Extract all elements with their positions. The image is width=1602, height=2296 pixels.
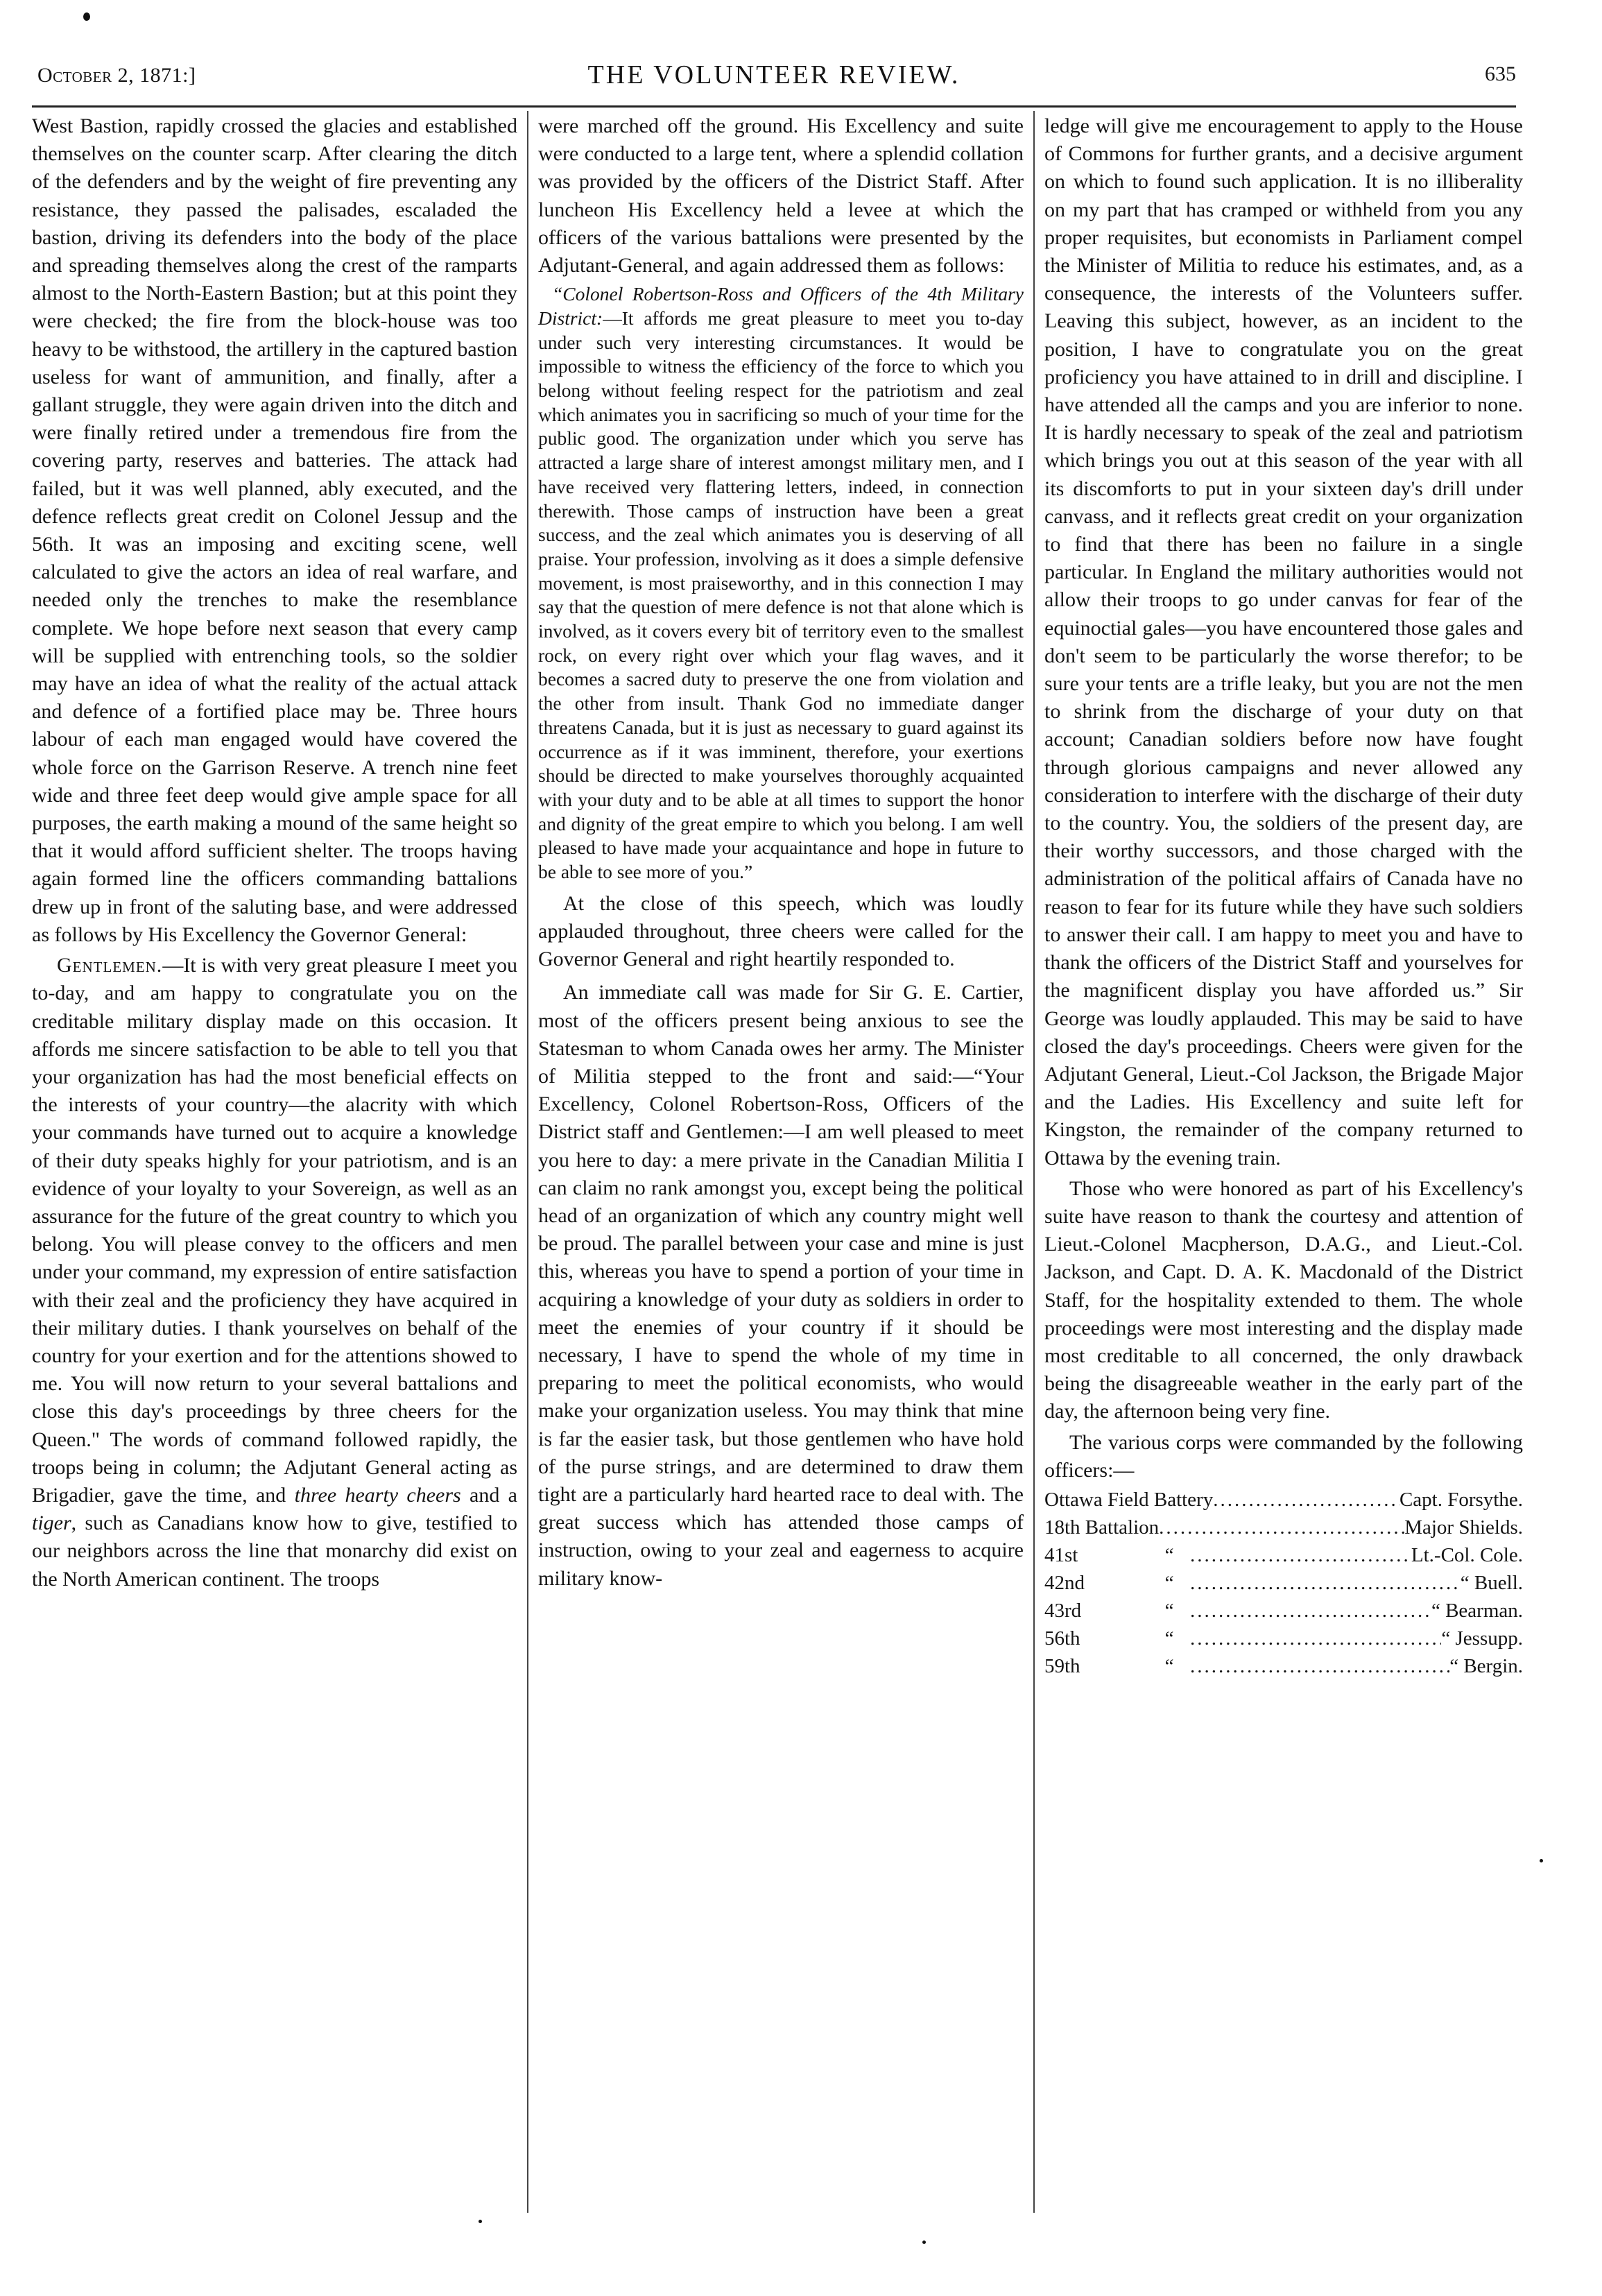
ink-speck [1540, 1859, 1543, 1862]
roster-row [1044, 1486, 1523, 1514]
salutation: Gentlemen. [57, 954, 163, 977]
roster-unit: 59th [1044, 1654, 1080, 1677]
roster-officer: “ Bearman. [1431, 1599, 1523, 1622]
roster-row: 42nd “ ..... “ Buell. [1044, 1569, 1523, 1597]
roster-officer: “ Bergin. [1449, 1654, 1523, 1677]
ink-speck [83, 12, 90, 21]
body-paragraph: Those who were honored as part of his Excellency's suite have reason to thank the courtesy and attention of Lieut.-Colonel Macpherson, D.A.G., and Lieut.-Col. Jackson, and Capt. D. A. K. Macdonald of the District Staff, for the hospitality extended to them. The whole proceedings were most interesting and the display made most creditable to all concerned, the only drawback being the disagreeable weather in the early part of the day, the afternoon being very fine. [1044, 1176, 1523, 1423]
roster-row [1044, 1514, 1523, 1541]
roster-unit: 43rd [1044, 1599, 1082, 1622]
roster-officer: “ Jessupp. [1441, 1627, 1523, 1650]
speech-address: “Colonel Robertson-Ross and Officers of the 4th Military District: [538, 283, 1024, 329]
column-divider [527, 111, 528, 2213]
roster-row: 43rd “ ..... “ Bearman. [1044, 1597, 1523, 1625]
body-paragraph: An immediate call was made for Sir G. E. Cartier, most of the officers present being anxious to see the Statesman to whom Canada owes her army. The Minister of Militia stepped to the front and said:—“Your Excellency, Colonel Robertson-Ross, Officers of the District staff and Gentlemen:—I am well pleased to meet you here to day: a mere private in the Canadian Militia I can claim no rank amongst you, except being the political head of an organization of which any country might well be proud. The parallel between your case and mine is just this, whereas you have to spend a portion of your time in acquiring a knowledge of your duty as soldiers in order to meet the enemies of your country if it should be necessary, I have to spend the whole of my time in preparing to meet the political economists, who would make your organization useless. You may think that mine is far the easier task, but those gentlemen who have hold of the purse strings, and are determined to draw them tight are a particularly hard hearted race to deal with. The great success which has attended those camps of instruction, owing to your zeal and eagerness to acquire military know- [538, 981, 1024, 1590]
page-number: 635 [1485, 62, 1516, 85]
roster-unit: 42nd [1044, 1571, 1085, 1594]
header-rule [32, 105, 1516, 108]
column-right [1044, 112, 1523, 1680]
officer-roster [1044, 1486, 1523, 1680]
body-paragraph: At the close of this speech, which was loudly applauded throughout, three cheers were called for the Governor General and right heartily responded to. [538, 891, 1024, 971]
roster-unit: Ottawa Field Battery [1044, 1488, 1214, 1511]
roster-officer: Major Shields. [1404, 1516, 1523, 1539]
roster-officer: Capt. Forsythe. [1399, 1488, 1523, 1511]
body-paragraph: West Bastion, rapidly crossed the glacies and established themselves on the counter scarp. After clearing the ditch of the defenders and by the weight of fire preventing any resistance, they passed the palisades, escaladed the bastion, driving its defenders into the body of the place and spreading themselves along the crest of the ramparts almost to the North-Eastern Bastion; but at this point they were checked; the fire from the block-house was too heavy to be withstood, the artillery in the captured bastion useless for want of ammunition, and finally, after a gallant struggle, they were again driven into the ditch and were finally retired under a tremendous fire from the covering party, reserves and batteries. The attack had failed, but it was well planned, ably executed, and the defence reflects great credit on Colonel Jessup and the 56th. It was an imposing and exciting scene, well calculated to give the actors an idea of real warfare, and needed only the trenches to make the resemblance complete. We hope before next season that every camp will be supplied with entrenching tools, so the soldier may have an idea of what the reality of the actual attack and defence of a fortified place may be. Three hours labour of each man engaged would have covered the whole force on the Garrison Reserve. A trench nine feet wide and three feet deep would give ample space for all purposes, the earth making a mound of the same height so that it would afford sufficient shelter. The troops having again formed line the officers commanding battalions drew up in front of the saluting base, and were addressed as follows by His Excellency the Governor General: [32, 114, 517, 946]
speech-paragraph: Gentlemen.—It is with very great pleasure I meet you to-day, and am happy to congratulate you on the creditable military display made on this occasion. It affords me sincere satisfaction to be able to tell you that your organization has had the most beneficial effects on the interests of your country—the alacrity with which your commands have turned out to acquire a knowledge of their duty speaks highly for your patriotism, and is an evidence of your loyalty to your Sovereign, as well as an assurance for the future of the great country to which you belong. You will please convey to the officers and men under your command, my expression of entire satisfaction with their zeal and the proficiency they have acquired in their military duties. I thank yourselves on behalf of the country for your exertion and for the attentions showed to me. You will now return to your several battalions and close this day's proceedings by three cheers for the Queen." The words of command followed rapidly, the troops being in column; the Adjutant General acting as Brigadier, gave the time, and three hearty cheers and a tiger, such as Canadians know how to give, testified to our neighbors across the line that monarchy did exist on the North American continent. The troops [32, 954, 517, 1591]
roster-row: 56th “ ..... “ Jessupp. [1044, 1625, 1523, 1652]
roster-row: 59th “ ..... “ Bergin. [1044, 1652, 1523, 1680]
roster-unit: 41st [1044, 1543, 1078, 1566]
body-paragraph: ledge will give me encouragement to apply to the House of Commons for further grants, and a decisive argument on which to found such application. It is no illiberality on my part that has cramped or withheld from you any proper requisites, but economists in Parliament compel the Minister of Militia to reduce his estimates, and, as a consequence, the interests of the Volunteers suffer. Leaving this subject, however, as an incident to the position, I have to congratulate you on the great proficiency you have attained to in drill and discipline. I have attended all the camps and you are inferior to none. It is hardly necessary to speak of the zeal and patriotism which brings you out at this season of the year with all its discomforts to put in your sixteen day's drill under canvass, and it reflects great credit on your organization to find that there has been no failure in a single particular. In England the military authorities would not allow their troops to go under canvas for fear of the equinoctial gales—you have encountered those gales and don't seem to be particularly the worse therefor; to be sure your tents are a trifle leaky, but you are not the men to shrink from the discharge of your duty on that account; Canadian soldiers before now have fought through glorious campaigns and never allowed any consideration to interfere with the discharge of their duty to the country. You, the soldiers of the present day, are their worthy successors, and those charged with the administration of the political affairs of Canada have no reason to fear for its future while they have such soldiers to answer their call. I am happy to meet you and have to thank the officers of the District Staff and yourselves for the magnificent display you have afforded us.” Sir George was loudly applauded. This may be said to have closed the day's proceedings. Cheers were given for the Adjutant General, Lieut.-Col Jackson, the Brigade Major and the Ladies. His Excellency and suite left for Kingston, the remainder of the company returned to Ottawa by the evening train. [1044, 114, 1523, 1170]
body-paragraph: were marched off the ground. His Excellency and suite were conducted to a large tent, where a splendid collation was provided by the officers of the District Staff. After luncheon His Excellency held a levee at which the officers of the various battalions were presented by the Adjutant-General, and again addressed them as follows: [538, 114, 1024, 277]
roster-officer: Lt.-Col. Cole. [1411, 1543, 1523, 1566]
ink-speck [922, 2241, 926, 2244]
roster-officer: “ Buell. [1460, 1571, 1523, 1594]
publication-title: THE VOLUNTEER REVIEW. [587, 60, 961, 89]
quoted-speech: “Colonel Robertson-Ross and Officers of the 4th Military District:—It affords me great pleasure to meet you to-day under such very interesting circumstances. It would be impossible to witness the efficiency of the force to which you belong without feeling respect for the patriotism and zeal which animates you in sacrificing so much of your time for the public good. The organization under which you serve has attracted a large share of interest amongst military men, and I have received very flattering letters, indeed, in connection therewith. Those camps of instruction have been a great success, and the zeal which animates you is deserving of all praise. Your profession, involving as it does a simple defensive movement, is most praiseworthy, and in this connection I may say that the question of mere defence is not that alone which is involved, as it covers every bit of territory even to the smallest rock, on every right over which your flag waves, and it becomes a sacred duty to preserve the one from violation and the other from insult. Thank God no immediate danger threatens Canada, but it is just as necessary to guard against its occurrence as if it was imminent, therefore, your exertions should be directed to make yourselves thoroughly acquainted with your duty and to be able at all times to support the honor and dignity of the great empire to which you belong. I am well pleased to have made your acquaintance and hope in future to be able to see more of you.” [538, 283, 1024, 883]
body-paragraph: The various corps were commanded by the following officers:— [1044, 1430, 1523, 1482]
roster-unit: 18th Battalion [1044, 1516, 1160, 1539]
page-header [32, 57, 1516, 96]
issue-date: October 2, 1871:] [37, 64, 196, 87]
column-middle [538, 112, 1024, 1593]
roster-unit: 56th [1044, 1627, 1080, 1650]
roster-row: 41st “ ..... Lt.-Col. Cole. [1044, 1541, 1523, 1569]
ink-speck [479, 2220, 482, 2223]
column-left [32, 112, 517, 1593]
column-divider [1033, 111, 1035, 2213]
